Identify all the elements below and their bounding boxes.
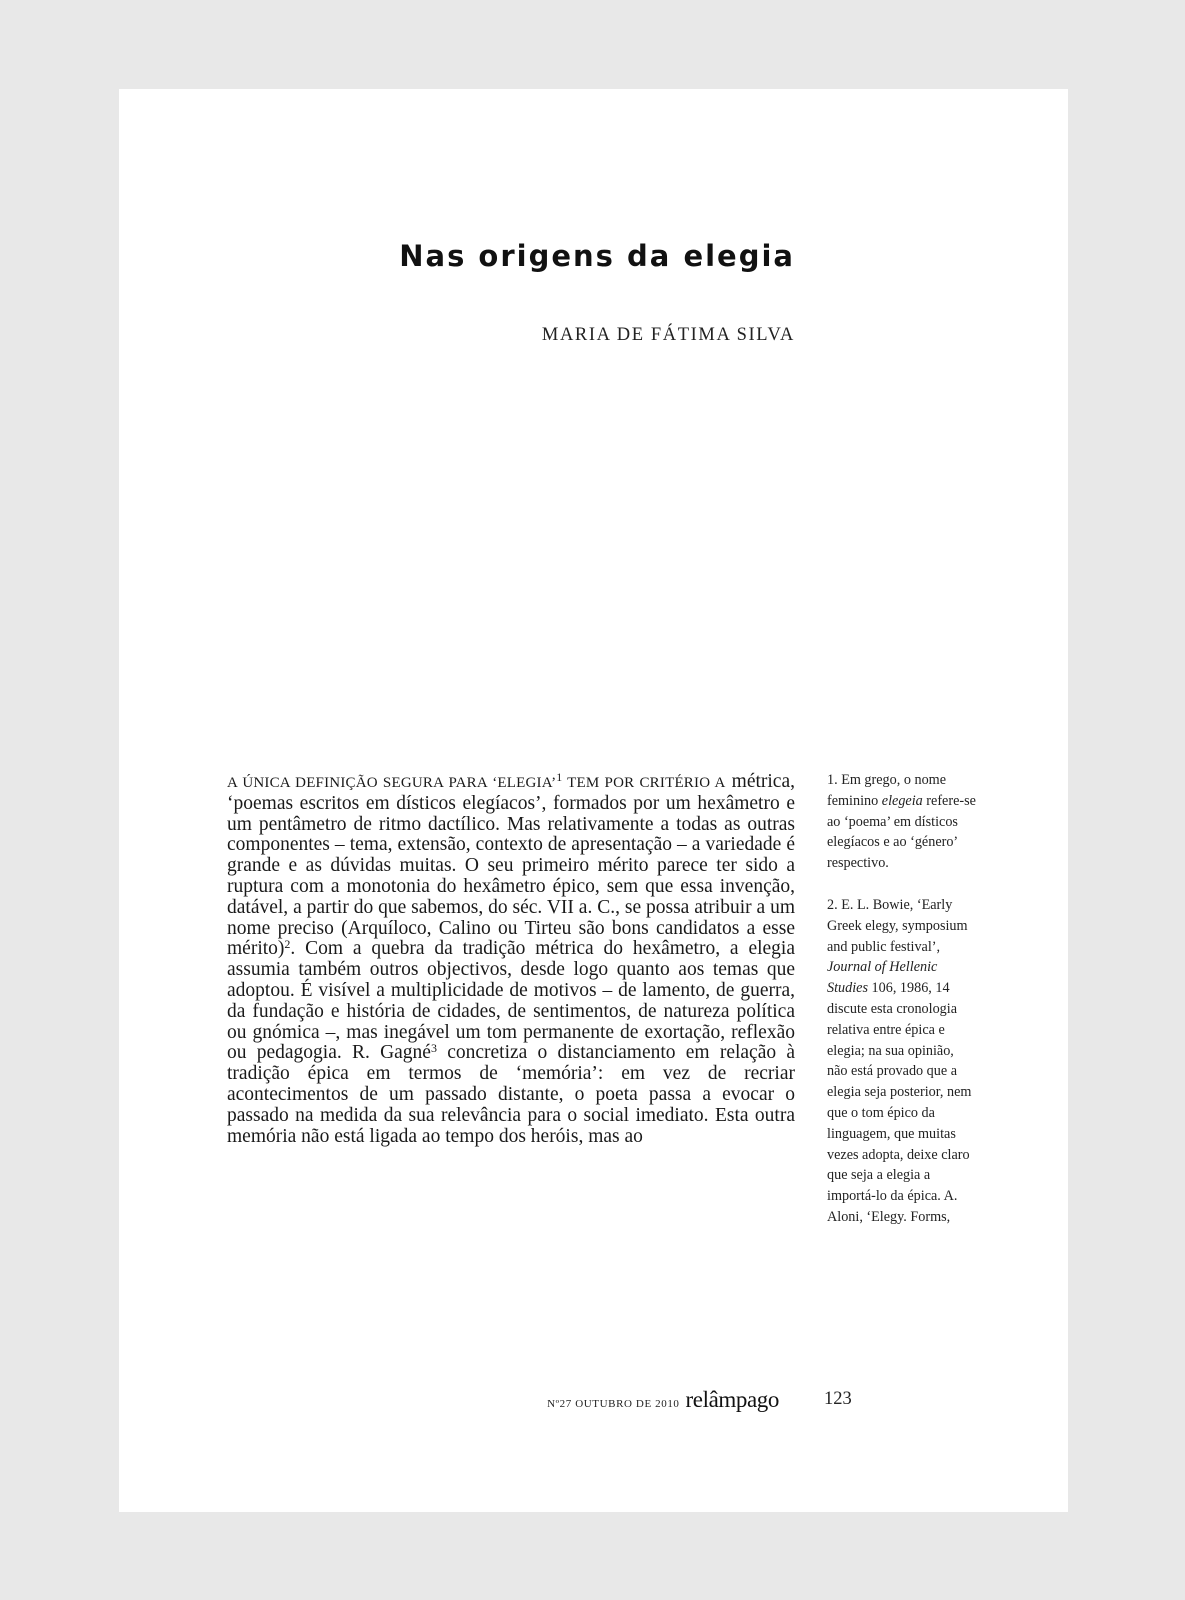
- issue-info: Nº27 OUTUBRO DE 2010: [547, 1398, 680, 1410]
- body-text: [227, 772, 795, 1147]
- footnote-ref-3: 3: [430, 1041, 437, 1056]
- page-number: 123: [824, 1389, 852, 1409]
- body-segment-3: concretiza o distanciamento em relação à tradição épica em termos de ‘memória’: em vez de recriar acontecimentos de um passado distante, o poeta passa a evocar o passado na medida da sua relevância para o social imediato. Esta outra memória não está ligada ao tempo dos heróis, mas ao: [227, 1042, 795, 1147]
- body-segment-1: métrica, ‘poemas escritos em dísticos elegíacos’, formados por um hexâmetro e um pentâmetro de ritmo dactílico. Mas relativamente a todas as outras componentes – tema, extensão, contexto de apresentação – a variedade é grande e as dúvidas muitas. O seu primeiro mérito parece ter sido a ruptura com a monotonia do hexâmetro épico, sem que essa invenção, datável, a partir do que sabemos, do séc. VII a. C., se possa atribuir a um nome preciso (Arquíloco, Calino ou Tirteu são bons candidatos a esse mérito): [227, 771, 795, 960]
- article-author: MARIA DE FÁTIMA SILVA: [541, 325, 795, 345]
- footnote-1: 1. Em grego, o nome feminino elegeia refere-se ao ‘poema’ em dísticos elegíacos e ao ‘género’ respectivo.: [827, 772, 976, 872]
- footnote-2: 2. E. L. Bowie, ‘Early Greek elegy, symposium and public festival’, Journal of Hellenic Studies 106, 1986, 14 discute esta cronologia relativa entre épica e elegia; na sua opinião, não está provado que a elegia seja posterior, nem que o tom épico da linguagem, que muitas vezes adopta, deixe claro que seja a elegia a importá-lo da épica. A. Aloni, ‘Elegy. Forms,: [827, 896, 972, 1225]
- lead-in-continued: TEM POR CRITÉRIO A: [562, 775, 726, 791]
- body-segment-2: . Com a quebra da tradição métrica do hexâmetro, a elegia assumia também outros objectivos, desde logo quanto aos temas que adoptou. É visível a multiplicidade de motivos – de lamento, de guerra, da fundação e história de cidades, de sentimentos, de natureza política ou gnómica –, mas inegável um tom permanente de exortação, reflexão ou pedagogia. R. Gagné: [227, 938, 795, 1064]
- footnote-ref-1: 1: [556, 770, 563, 784]
- footnote-ref-2: 2: [284, 937, 291, 952]
- page: [119, 89, 1068, 1512]
- body-paragraph: [227, 772, 795, 1147]
- article-title: Nas origens da elegia: [399, 239, 795, 273]
- magazine-logo: relâmpago: [685, 1387, 779, 1412]
- sidenotes: [827, 770, 977, 1249]
- page-footer: [547, 1387, 779, 1413]
- lead-in: A ÚNICA DEFINIÇÃO SEGURA PARA ‘ELEGIA’: [227, 775, 557, 791]
